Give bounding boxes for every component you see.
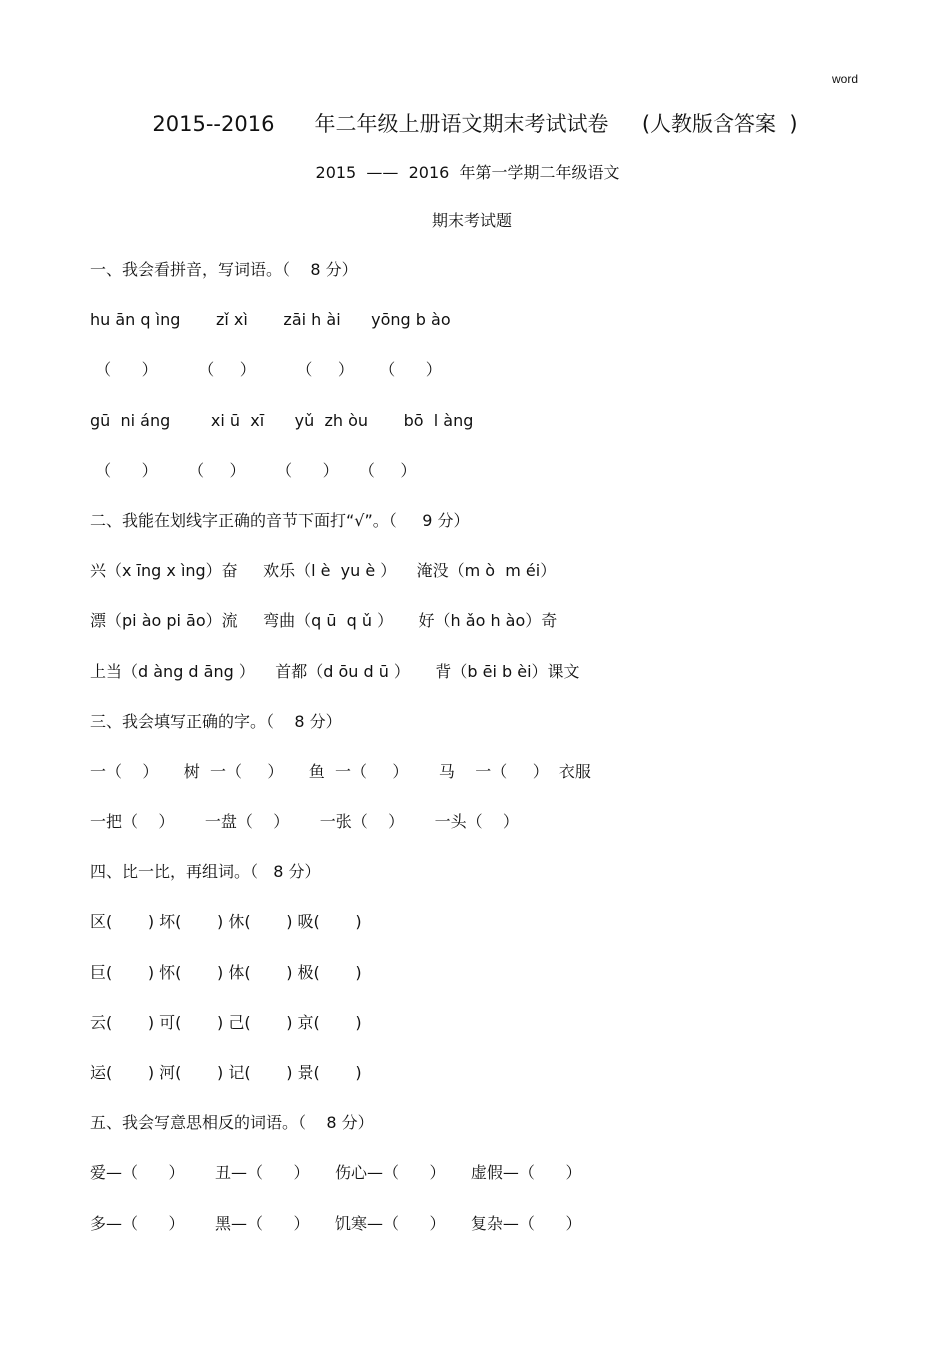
compare-row-2: 巨( ) 怀( ) 体( ) 极( ) <box>90 962 362 982</box>
antonym-row-2: 多—（ ） 黑—（ ） 饥寒—（ ） 复杂—（ ） <box>90 1213 582 1233</box>
exam-subtitle: 2015 —— 2016 年第一学期二年级语文 <box>315 163 620 182</box>
measure-word-row-2: 一把（ ） 一盘（ ） 一张（ ） 一头（ ） <box>90 812 519 832</box>
document-title: 2015--2016 年二年级上册语文期末考试试卷 (人教版含答案 ) <box>152 112 798 136</box>
section-1-heading: 一、我会看拼音，写词语。（ 8 分） <box>90 260 358 279</box>
pinyin-row-1: hu ān q ìng zǐ xì zāi h ài yōng b ào <box>90 310 451 330</box>
pinyin-row-2: gū ni áng xi ū xī yǔ zh òu bō l àng <box>90 410 474 430</box>
compare-row-3: 云( ) 可( ) 己( ) 京( ) <box>90 1012 362 1032</box>
section-2-heading: 二、我能在划线字正确的音节下面打“√”。（ 9 分） <box>90 510 470 530</box>
antonym-row-1: 爱—（ ） 丑—（ ） 伤心—（ ） 虚假—（ ） <box>90 1163 582 1183</box>
measure-word-row-1: 一（ ） 树 一（ ） 鱼 一（ ） 马 一（ ） 衣服 <box>90 761 591 781</box>
syllable-choice-row-2: 漂（pi ào pi āo）流 弯曲（q ū q ǔ ） 好（h ǎo h ào）奇 <box>90 611 558 631</box>
compare-row-4: 运( ) 河( ) 记( ) 景( ) <box>90 1063 362 1082</box>
word-watermark: word <box>831 72 858 86</box>
syllable-choice-row-1: 兴（x īng x ìng）奋 欢乐（l è yu è ） 淹没（m ò m éi） <box>90 561 557 581</box>
section-3-heading: 三、我会填写正确的字。（ 8 分） <box>90 711 342 731</box>
answer-blanks-row-2: （ ） （ ） （ ） （ ） <box>90 460 417 480</box>
section-4-heading: 四、比一比，再组词。（ 8 分） <box>90 862 321 882</box>
compare-row-1: 区( ) 坏( ) 休( ) 吸( ) <box>90 912 362 932</box>
answer-blanks-row-1: （ ） （ ） （ ） （ ） <box>90 360 442 380</box>
exam-subtitle-2: 期末考试题 <box>431 211 512 230</box>
syllable-choice-row-3: 上当（d àng d āng ） 首都（d ōu d ū ） 背（b ēi b èi）课文 <box>90 661 580 681</box>
exam-body <box>90 260 870 1264</box>
section-5-heading: 五、我会写意思相反的词语。（ 8 分） <box>90 1113 374 1133</box>
